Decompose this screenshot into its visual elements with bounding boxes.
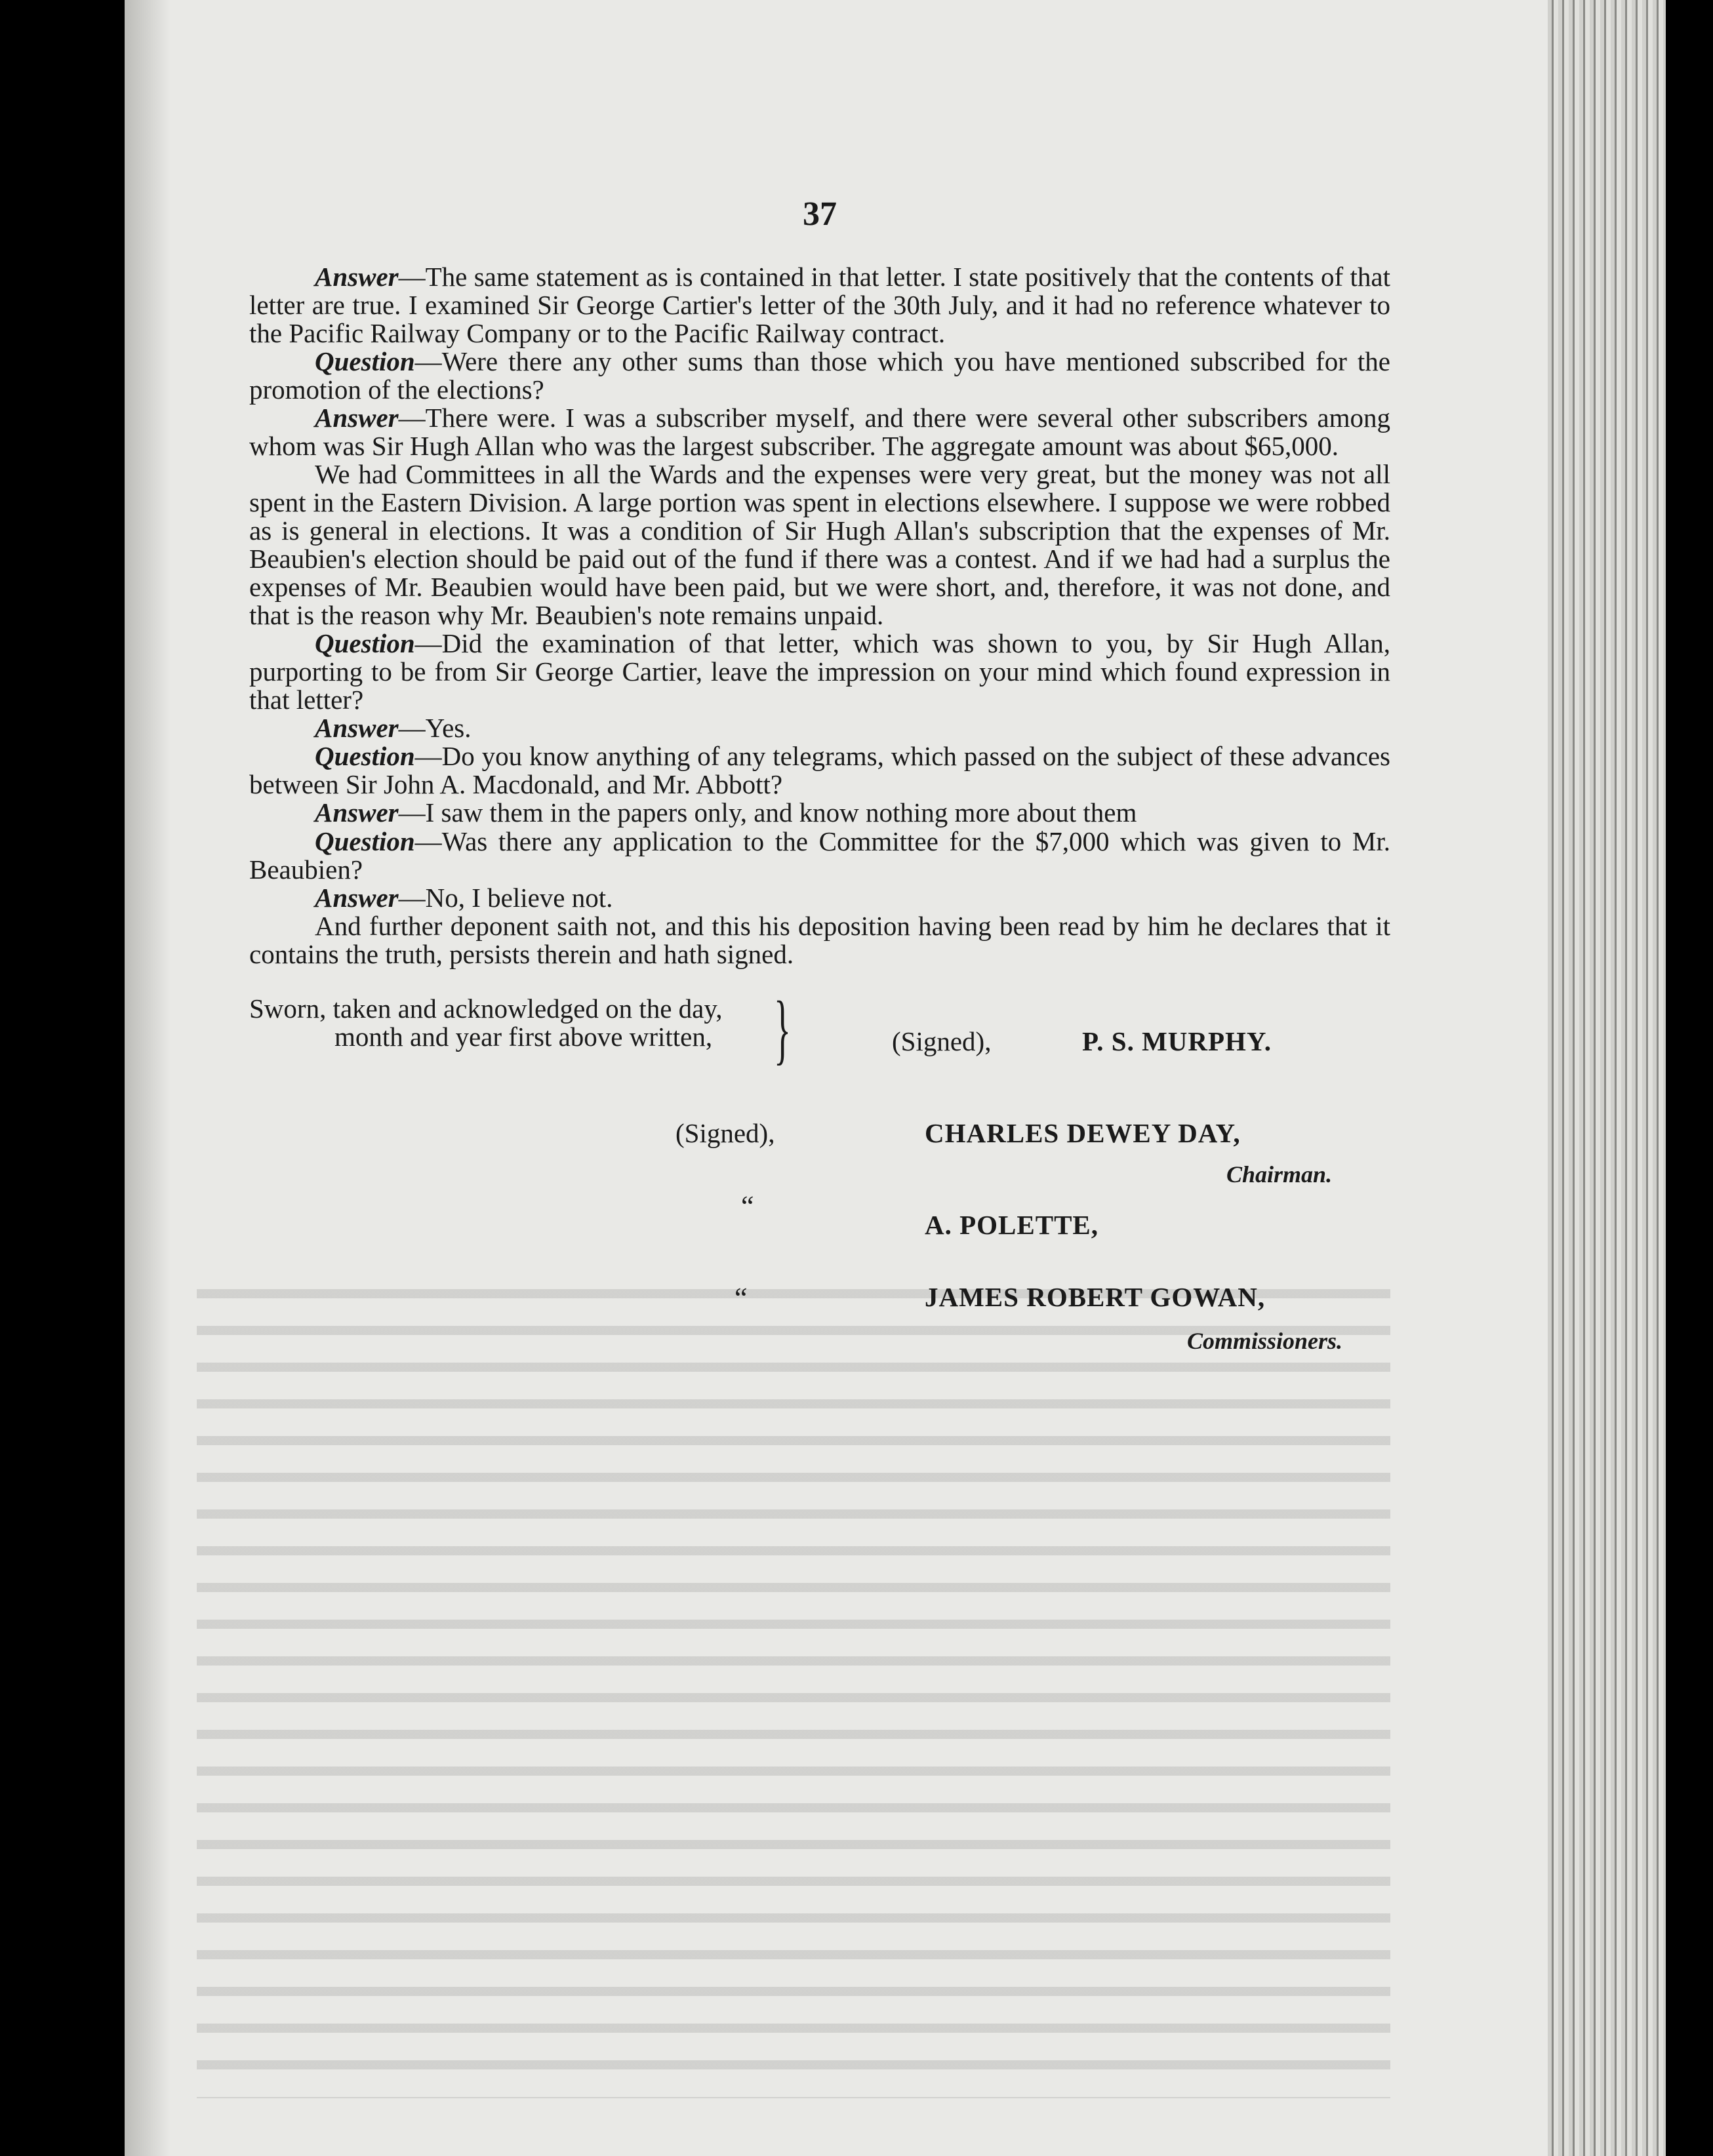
paragraph-text: —There were. I was a subscriber myself, and there were several other subscribers among whom was Sir Hugh Allan who was the largest subscriber. The aggregate amount was about $65,000. — [249, 402, 1390, 461]
brace-glyph: } — [774, 984, 791, 1072]
paragraph-text: —Do you know anything of any telegrams, which passed on the subject of these advances between Sir John A. Macdonald, and Mr. Abbott? — [249, 741, 1390, 800]
paragraph-text: —Did the examination of that letter, which was shown to you, by Sir Hugh Allan, purporting to be from Sir George Cartier, leave the impression on your mind which found expression in that letter? — [249, 628, 1390, 715]
paragraph — [249, 460, 1390, 629]
paragraph — [249, 404, 1390, 460]
ditto-mark: “ — [741, 1189, 754, 1222]
paragraph-text: —Yes. — [398, 713, 472, 744]
page-gutter-shadow — [125, 0, 171, 2156]
paragraph — [249, 884, 1390, 912]
commissioner-name: JAMES ROBERT GOWAN, — [925, 1281, 1266, 1312]
paragraph-text: —Was there any application to the Committee for the $7,000 which was given to Mr. Beaubien? — [249, 826, 1390, 885]
paragraph-text: —Were there any other sums than those which you have mentioned subscribed for the promotion of the elections? — [249, 346, 1390, 405]
attestation-clause — [249, 995, 787, 1051]
paragraph — [249, 714, 1390, 742]
commissioner-name: A. POLETTE, — [925, 1209, 1099, 1240]
page-fold-edges — [1548, 0, 1666, 2156]
signed-label: (Signed), — [675, 1117, 775, 1148]
paragraph-label: Answer — [315, 402, 399, 433]
ditto-mark: “ — [735, 1281, 748, 1314]
signed-label: (Signed), — [892, 1026, 992, 1056]
paragraph-text: —The same statement as is contained in that letter. I state positively that the contents of that letter are true. I examined Sir George Cartier's letter of the 30th July, and it had no reference whatever to the Pacific Railway Company or to the Pacific Railway contract. — [249, 261, 1390, 348]
paragraph-label: Answer — [315, 797, 399, 828]
paragraph-label: Question — [315, 826, 415, 856]
paragraph-text: And further deponent saith not, and this his deposition having been read by him he declares that it contains the truth, persists therein and hath signed. — [249, 910, 1390, 969]
attestation-line: month and year first above written, — [334, 1021, 713, 1052]
document-body — [249, 197, 1390, 1441]
attestation-line: Sworn, taken and acknowledged on the day, — [249, 993, 723, 1024]
paragraph — [249, 263, 1390, 348]
paragraph — [249, 629, 1390, 714]
paragraph-text: We had Committees in all the Wards and the expenses were very great, but the money was not all spent in the Eastern Division. A large portion was spent in elections elsewhere. I suppose we were robbed as is general in elections. It was a condition of Sir Hugh Allan's subscription that the expenses of Mr. Beaubien's election should be paid out of the fund if there was a contest. And if we had had a surplus the expenses of Mr. Beaubien would have been paid, but we were short, and, therefore, it was not done, and that is the reason why Mr. Beaubien's note remains unpaid. — [249, 458, 1390, 631]
paragraph-label: Question — [315, 741, 415, 772]
paragraph-label: Answer — [315, 713, 399, 744]
paragraph — [249, 799, 1390, 827]
paragraph-label: Question — [315, 628, 415, 659]
paragraph-label: Answer — [315, 261, 399, 292]
deponent-name: P. S. MURPHY. — [1082, 1026, 1272, 1056]
paragraph — [249, 348, 1390, 404]
paragraph — [249, 912, 1390, 968]
chairman-title: Chairman. — [1226, 1161, 1333, 1188]
page-number: 37 — [803, 195, 837, 233]
commissioner-name: CHARLES DEWEY DAY, — [925, 1117, 1241, 1148]
commissioners-title: Commissioners. — [1187, 1327, 1343, 1354]
paragraph-label: Answer — [315, 882, 399, 913]
paragraph-text: —I saw them in the papers only, and know nothing more about them — [398, 797, 1137, 828]
paragraph-text: —No, I believe not. — [398, 882, 613, 913]
paragraph — [249, 742, 1390, 799]
paragraph — [249, 828, 1390, 884]
paragraph-label: Question — [315, 346, 415, 376]
signature-block — [249, 984, 1390, 1441]
